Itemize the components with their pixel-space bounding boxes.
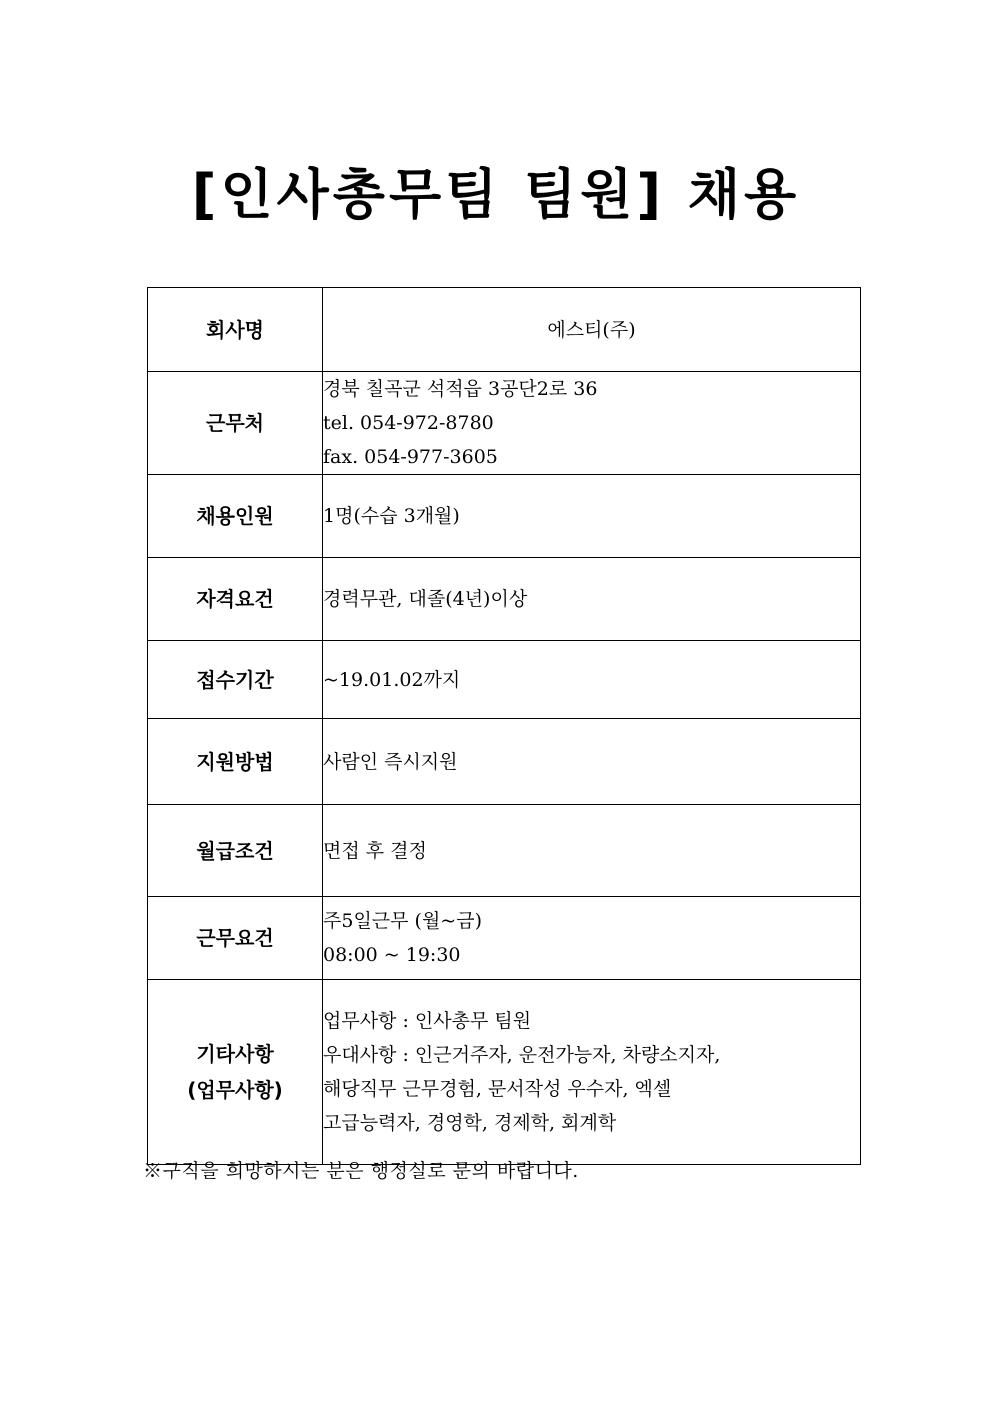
row-label-qualification: 자격요건: [148, 558, 323, 641]
row-value-headcount: [323, 475, 861, 558]
table-row: [148, 980, 861, 1165]
row-label-salary: 월급조건: [148, 805, 323, 897]
table-row: [148, 805, 861, 897]
table-row: [148, 719, 861, 805]
recruitment-info-table: [147, 287, 861, 1165]
row-value-apply-method: [323, 719, 861, 805]
table-row: [148, 475, 861, 558]
company-name: 에스티(주): [547, 318, 636, 341]
preference-text-2: 해당직무 근무경험, 문서작성 우수자, 엑셀: [323, 1078, 672, 1100]
work-hours-text: 08:00 ~ 19:30: [323, 944, 461, 966]
table-row: [148, 897, 861, 980]
workplace-address: 경북 칠곡군 석적읍 3공단2로 36: [323, 378, 598, 400]
work-days-text: 주5일근무 (월~금): [323, 910, 482, 932]
row-label-company: 회사명: [148, 288, 323, 372]
row-label-workplace: 근무처: [148, 372, 323, 475]
row-label-other: [148, 980, 323, 1165]
row-value-company: [323, 288, 861, 372]
preference-text-1: 우대사항 : 인근거주자, 운전가능자, 차량소지자,: [323, 1044, 721, 1066]
table-row: [148, 288, 861, 372]
row-value-salary: [323, 805, 861, 897]
qualification-text: 경력무관, 대졸(4년)이상: [323, 588, 528, 610]
row-value-workplace: [323, 372, 861, 475]
row-label-period: 접수기간: [148, 641, 323, 719]
table-row: [148, 558, 861, 641]
other-label-sub: (업무사항): [187, 1078, 283, 1102]
row-value-qualification: [323, 558, 861, 641]
page-title: [인사총무팀 팀원] 채용: [191, 163, 801, 226]
duty-text: 업무사항 : 인사총무 팀원: [323, 1010, 532, 1032]
preference-text-3: 고급능력자, 경영학, 경제학, 회계학: [323, 1112, 617, 1134]
headcount-text: 1명(수습 3개월): [323, 505, 460, 527]
row-label-work-conditions: 근무요건: [148, 897, 323, 980]
row-value-period: [323, 641, 861, 719]
workplace-fax: fax. 054-977-3605: [323, 446, 498, 468]
period-text: ~19.01.02까지: [323, 668, 461, 691]
row-value-other: [323, 980, 861, 1165]
other-label: 기타사항: [196, 1042, 274, 1066]
footnote: ※구직을 희망하시는 분은 행정실로 문의 바랍니다.: [143, 1160, 579, 1182]
table-row: [148, 372, 861, 475]
apply-method-text: 사람인 즉시지원: [323, 750, 458, 773]
salary-text: 면접 후 결정: [323, 839, 427, 862]
workplace-tel: tel. 054-972-8780: [323, 412, 494, 434]
table-row: [148, 641, 861, 719]
row-label-headcount: 채용인원: [148, 475, 323, 558]
row-value-work-conditions: [323, 897, 861, 980]
row-label-apply-method: 지원방법: [148, 719, 323, 805]
